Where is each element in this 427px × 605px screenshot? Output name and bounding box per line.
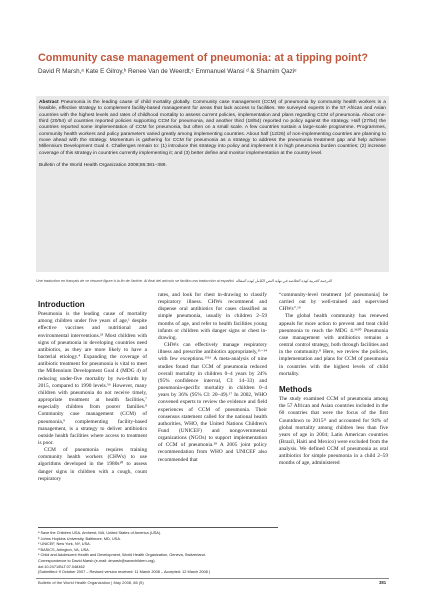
paragraph: The study examined CCM of pneumonia among the 57 African and Asian countries included in the 60 countries that were the focus of the first Countdown to 2015²¹ and accounted for 94% of global mortality among children less than five years of age in 2004; Latin American countries (Brazil, Haiti and Mexico) were excluded from the analysis. We defined CCM of pneumonia as oral antibiotics for simple pneumonia in a child 2–59 months of age, administered [279, 396, 388, 467]
section-heading-methods: Methods [279, 384, 312, 394]
section-heading-introduction: Introduction [38, 300, 85, 309]
abstract-text [39, 100, 386, 157]
paragraph: rates, and look for chest in-drawing to classify respiratory illness. CHWs recommend and dispense oral antibiotics for cases classified as simple pneumonia, usually in children 2–59 months of age, and refer to health facilities young infants or children with danger signs or chest in-drawing. [158, 292, 267, 341]
author-list: David R Marsh,ᵃ Kate E Gilroy,ᵇ Renee Van de Weerdt,ᶜ Emmanuel Wansi ᵈ & Shamim Qaziᵉ [38, 68, 297, 75]
column-1 [38, 292, 147, 483]
footer-divider [36, 578, 389, 579]
translations-note: Une traduction en français de ce résumé figure à la fin de l'article. Al final del artículo se facilita una traducción al español. الترجمة العربية لهذه الخلاصة في نهاية النص الكامل لهذه المقالة [36, 279, 332, 283]
footnote: ᶜ UNICEF, New York, NY, USA. [38, 542, 91, 547]
abstract-body: Pneumonia is the leading cause of child mortality globally. Community case management (CCM) of pneumonia by community health workers is a feasible, effective strategy to complement facility-based management for areas that lack access to facilities. We surveyed experts in the 57 African and Asian countries with the highest levels and rates of childhood mortality to assess current policies, implementation and plans regarding CCM of pneumonia. About one-third (20/54) of countries reported policies supporting CCM for pneumonia, and another third (18/54) reported no policy against the strategy. Half (27/54) the countries reported some implementation of CCM for pneumonia, but often on a small scale. A few countries sustain a large-scale programme. Programmes, community health workers and policy parameters varied greatly among implementing countries. About half (12/26) of non-implementing countries are planning to move ahead with the strategy. Momentum is gathering for CCM for pneumonia as a strategy to address the pneumonia treatment gap and help achieve Millennium Development Goal 4. Challenges remain to: (1) introduce this strategy into policy and implement it in high pneumonia burden countries; (2) increase coverage of this strategy in countries currently implementing it; and (3) better define and monitor implementation at the country level. [39, 100, 386, 156]
footnote: ᵉ Child and Adolescent Health and Development, World Health Organization, Geneva, Switzerland. [38, 553, 206, 558]
column-3 [279, 292, 388, 468]
paragraph: CHWs can effectively manage respiratory illness and prescribe antibiotics appropriately,¹¹⁻¹⁴ with few exceptions.¹⁵¹⁶ A meta-analysis of nine studies found that CCM of pneumonia reduced overall mortality in children 0–4 years by 24% (95% confidence interval, CI: 14–33) and pneumonia-specific mortality in children 0–4 years by 36% (95% CI: 20–49).¹⁷ In 2002, WHO convened experts to review the evidence and field experiences of CCM of pneumonia. Their consensus statement called for the national health authorities, WHO, the United Nations Children's Fund (UNICEF) and nongovernmental organizations (NGOs) to support implementation of CCM of pneumonia.¹⁸ A 2005 joint policy recommendation from WHO and UNICEF also recommended that [158, 342, 267, 463]
page-number: 381 [379, 580, 387, 585]
footnote: ᵇ Johns Hopkins University, Baltimore, MD, USA. [38, 536, 121, 541]
column-2 [158, 292, 267, 464]
abstract-label: Abstract [39, 100, 59, 105]
footnote: ᵈ BASICS, Arlington, VA, USA. [38, 547, 90, 552]
paragraph: The global health community has renewed appeals for more action to prevent and treat child pneumonia to reach the MDG 4.³⁶²⁰ Pneumonia case management with antibiotics remains a central control strategy, both through facilities and in the community.⁸ Here, we review the policies, implementation and plans for CCM of pneumonia in countries with the highest levels of child mortality. [279, 313, 388, 377]
paragraph: Pneumonia is the leading cause of mortality among children under five years of age,¹ despite effective vaccines and nutritional and environmental interventions.²³ Most children with signs of pneumonia in developing countries need antibiotics, as they are more likely to have a bacterial etiology.⁴ Expanding the coverage of antibiotic treatment for pneumonia is vital to meet the Millennium Development Goal 4 (MDG 4) of reducing under-five mortality by two-thirds by 2015, compared to 1990 levels.⁵⁶ However, many children with pneumonia do not receive timely, appropriate treatment at health facilities,⁷ especially children from poorer families.⁸ Community case management (CCM) of pneumonia,⁹ complementing facility-based management, is a strategy to deliver antibiotics outside health facilities where access to treatment is poor. [38, 311, 147, 446]
paragraph: “community-level treatment [of pneumonia] be carried out by well-trained and supervised CHWs”.¹⁹ [279, 292, 388, 313]
abstract-citation: Bulletin of the World Health Organization 2008;86:381–389. [39, 163, 167, 169]
submission-dates: (Submitted: 9 October 2007 – Revised version received: 11 March 2008 – Accepted: 12 March 2008 ) [38, 570, 211, 575]
correspondence: Correspondence to David Marsh (e-mail: dmarsh@savechildren.org). [38, 558, 156, 563]
doi: doi:10.2471/BLT.07.048462 [38, 564, 85, 569]
paragraph: CCM of pneumonia requires training community health workers (CHWs) to use algorithms developed in the 1980s¹⁰ to assess danger signs in children with a cough, count respiratory [38, 447, 147, 482]
article-title: Community case management of pneumonia: at a tipping point? [38, 52, 368, 64]
footnotes [38, 527, 278, 576]
journal-footer: Bulletin of the World Health Organization | May 2008, 86 (5) [38, 580, 144, 585]
abstract-box [36, 96, 389, 272]
footnote: ᵃ Save the Children USA, Amherst, MA, United States of America (USA). [38, 531, 162, 535]
